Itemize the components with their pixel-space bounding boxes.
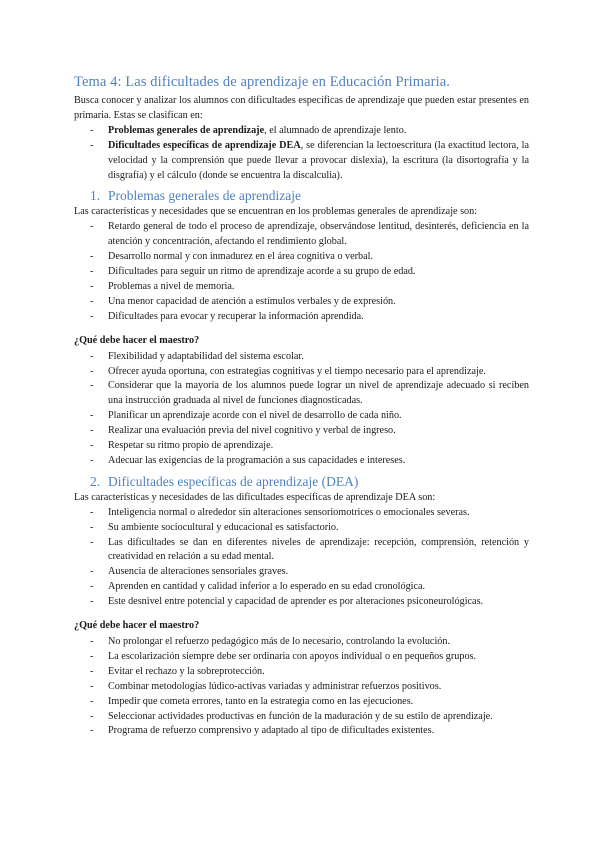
characteristics-list	[74, 220, 529, 324]
list-item	[74, 710, 529, 725]
teacher-question: ¿Qué debe hacer el maestro?	[74, 334, 200, 346]
list-item-text: No prolongar el refuerzo pedagógico más de lo necesario, controlando la evolución.	[108, 636, 451, 647]
list-item	[74, 424, 529, 439]
list-item	[74, 695, 529, 710]
bullet-dash: -	[90, 251, 94, 263]
list-item-text: Retardo general de todo el proceso de aprendizaje, observándose lentitud, desinterés, deficiencia en la atención y concentración, afectando el rendimiento global.	[108, 221, 529, 248]
bullet-dash: -	[90, 710, 94, 722]
bullet-dash: -	[90, 295, 94, 307]
list-item	[74, 250, 529, 265]
list-item	[74, 521, 529, 536]
section-intro: Las características y necesidades de las dificultades específicas de aprendizaje DEA son:	[74, 491, 436, 503]
bullet-dash: -	[90, 365, 94, 377]
list-item	[74, 635, 529, 650]
intro-list-item	[74, 139, 529, 184]
bullet-dash: -	[90, 665, 94, 677]
list-item-text: Programa de refuerzo comprensivo y adaptado al tipo de dificultades existentes.	[108, 725, 435, 737]
list-item	[74, 295, 529, 310]
list-item	[74, 379, 529, 409]
list-item	[74, 724, 529, 739]
list-item	[74, 506, 529, 521]
teacher-question: ¿Qué debe hacer el maestro?	[74, 620, 200, 632]
list-item-text: Ausencia de alteraciones sensoriales graves.	[108, 566, 289, 578]
list-item-text: Realizar una evaluación previa del nivel cognitivo y verbal de ingreso.	[108, 425, 396, 437]
section-heading-2	[74, 474, 529, 490]
bullet-dash: -	[90, 636, 94, 647]
intro-list-item	[74, 124, 529, 139]
intro-list	[74, 124, 529, 184]
list-item	[74, 565, 529, 580]
list-item	[74, 220, 529, 250]
bullet-dash: -	[90, 506, 94, 518]
list-item-text: Flexibilidad y adaptabilidad del sistema escolar.	[108, 350, 304, 362]
list-item	[74, 439, 529, 454]
list-item-text: Las dificultades se dan en diferentes niveles de aprendizaje: recepción, comprensión, retención y creatividad en relación a su edad mental.	[108, 536, 529, 563]
bullet-dash: -	[90, 536, 94, 548]
list-item-text: Adecuar las exigencias de la programación a sus capacidades e intereses.	[108, 454, 406, 466]
intro-paragraph: Busca conocer y analizar los alumnos con dificultades específicas de aprendizaje que pueden estar presentes en primaria. Estas se clasifican en:	[74, 95, 529, 121]
document-page	[74, 74, 529, 739]
document-title: Tema 4: Las dificultades de aprendizaje en Educación Primaria.	[74, 74, 450, 90]
list-item-text: Respetar su ritmo propio de aprendizaje.	[108, 440, 274, 452]
bullet-dash: -	[90, 280, 94, 292]
list-item-text: Ofrecer ayuda oportuna, con estrategias cognitivas y el tiempo necesario para el aprendizaje.	[108, 365, 486, 377]
section-title: Problemas generales de aprendizaje	[108, 188, 302, 204]
list-item	[74, 265, 529, 280]
bullet-dash: -	[90, 454, 94, 466]
list-item-text: La escolarización siempre debe ser ordinaria con apoyos individual o en pequeños grupos.	[108, 650, 477, 662]
bullet-dash: -	[90, 521, 94, 533]
section-number: 2.	[90, 473, 101, 489]
list-item	[74, 595, 529, 610]
characteristics-list	[74, 506, 529, 610]
list-item	[74, 680, 529, 695]
list-item	[74, 365, 529, 380]
list-item-text: Impedir que cometa errores, tanto en la estrategia como en las ejecuciones.	[108, 695, 414, 707]
bullet-dash: -	[90, 410, 94, 422]
teacher-list	[74, 350, 529, 469]
list-item-text: Combinar metodologías lúdico-activas variadas y administrar refuerzos positivos.	[108, 680, 442, 692]
bullet-dash: -	[90, 380, 94, 392]
list-item	[74, 454, 529, 469]
list-item-text: Dificultades para evocar y recuperar la información aprendida.	[108, 310, 364, 322]
list-item-text: Una menor capacidad de atención a estímulos verbales y de expresión.	[108, 295, 396, 307]
list-item-text: Planificar un aprendizaje acorde con el nivel de desarrollo de cada niño.	[108, 410, 402, 422]
term-description: , el alumnado de aprendizaje lento.	[264, 124, 407, 136]
list-item-text: Dificultades para seguir un ritmo de aprendizaje acorde a su grupo de edad.	[108, 266, 416, 278]
bullet-dash: -	[90, 221, 94, 233]
bullet-dash: -	[90, 695, 94, 707]
list-item-text: Su ambiente sociocultural y educacional es satisfactorio.	[108, 521, 339, 533]
bullet-dash: -	[90, 566, 94, 578]
list-item-text: Este desnivel entre potencial y capacidad de aprender es por alteraciones psiconeurológicas.	[108, 596, 484, 608]
term-description: , se diferencian la lectoescritura (la exactitud lectora, la velocidad y la comprensión que puede llevar a provocar dislexia), la escritura (la disortografía y la disgrafía) y el cálculo (donde se encuentra la discalculia).	[108, 139, 529, 181]
list-item-text: Evitar el rechazo y la sobreprotección.	[108, 665, 265, 677]
section-intro: Las características y necesidades que se encuentran en los problemas generales de aprendizaje son:	[74, 206, 478, 218]
section-heading-1	[74, 188, 529, 204]
bullet-dash: -	[90, 650, 94, 662]
list-item	[74, 409, 529, 424]
list-item-text: Desarrollo normal y con inmadurez en el área cognitiva o verbal.	[108, 251, 374, 263]
section-title: Dificultades específicas de aprendizaje (DEA)	[108, 473, 359, 489]
bullet-dash: -	[90, 124, 94, 136]
list-item-text: Aprenden en cantidad y calidad inferior a lo esperado en su edad cronológica.	[108, 581, 426, 593]
teacher-list	[74, 635, 529, 739]
bullet-dash: -	[90, 139, 94, 151]
list-item	[74, 580, 529, 595]
list-item	[74, 650, 529, 665]
list-item	[74, 310, 529, 325]
list-item-text: Seleccionar actividades productivas en función de la maduración y de su estilo de aprendizaje.	[108, 710, 493, 722]
bullet-dash: -	[90, 725, 94, 737]
bullet-dash: -	[90, 350, 94, 362]
section-number: 1.	[90, 188, 101, 204]
term: Dificultades específicas de aprendizaje DEA	[108, 139, 301, 151]
list-item	[74, 536, 529, 566]
list-item-text: Problemas a nivel de memoria.	[108, 280, 235, 292]
bullet-dash: -	[90, 425, 94, 437]
list-item	[74, 665, 529, 680]
term: Problemas generales de aprendizaje	[108, 124, 265, 136]
list-item-text: Considerar que la mayoría de los alumnos puede lograr un nivel de aprendizaje adecuado si reciben una instrucción graduada al nivel de funciones diagnosticadas.	[108, 380, 529, 407]
bullet-dash: -	[90, 680, 94, 692]
bullet-dash: -	[90, 581, 94, 593]
bullet-dash: -	[90, 310, 94, 322]
list-item	[74, 350, 529, 365]
bullet-dash: -	[90, 596, 94, 608]
list-item-text: Inteligencia normal o alrededor sin alteraciones sensoriomotrices o emocionales severas.	[108, 506, 470, 518]
bullet-dash: -	[90, 440, 94, 452]
list-item	[74, 280, 529, 295]
bullet-dash: -	[90, 266, 94, 278]
